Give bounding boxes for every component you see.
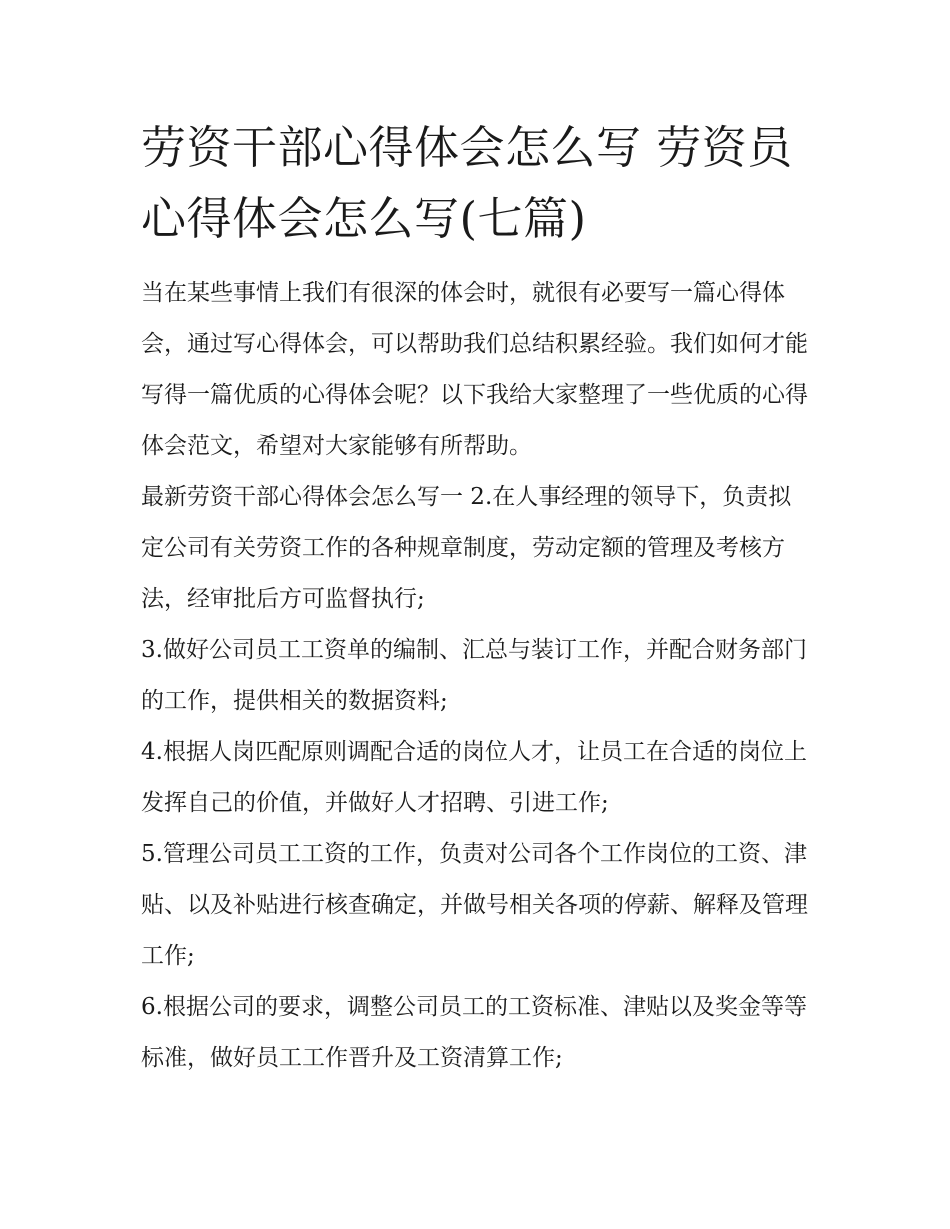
paragraph-item-3: 3.做好公司员工工资单的编制、汇总与装订工作，并配合财务部门的工作，提供相关的数据资料; <box>141 637 807 714</box>
paragraph-list <box>141 268 813 1084</box>
intro-paragraph: 当在某些事情上我们有很深的体会时，就很有必要写一篇心得体会，通过写心得体会，可以帮助我们总结积累经验。我们如何才能写得一篇优质的心得体会呢？以下我给大家整理了一些优质的心得体会范文，希望对大家能够有所帮助。 <box>141 280 808 459</box>
paragraph-item-5: 5.管理公司员工工资的工作，负责对公司各个工作岗位的工资、津贴、以及补贴进行核查确定，并做号相关各项的停薪、解释及管理工作; <box>141 841 808 969</box>
paragraph-item-2: 最新劳资干部心得体会怎么写一 2.在人事经理的领导下，负责拟定公司有关劳资工作的各种规章制度，劳动定额的管理及考核方法，经审批后方可监督执行; <box>141 484 792 612</box>
document-title: 劳资干部心得体会怎么写 劳资员心得体会怎么写(七篇) <box>141 121 793 245</box>
document-body <box>141 112 813 1084</box>
paragraph-item-4: 4.根据人岗匹配原则调配合适的岗位人才，让员工在合适的岗位上发挥自己的价值，并做好人才招聘、引进工作; <box>141 739 807 816</box>
paragraph-item-6: 6.根据公司的要求，调整公司员工的工资标准、津贴以及奖金等等标准，做好员工工作晋升及工资清算工作; <box>141 994 807 1071</box>
